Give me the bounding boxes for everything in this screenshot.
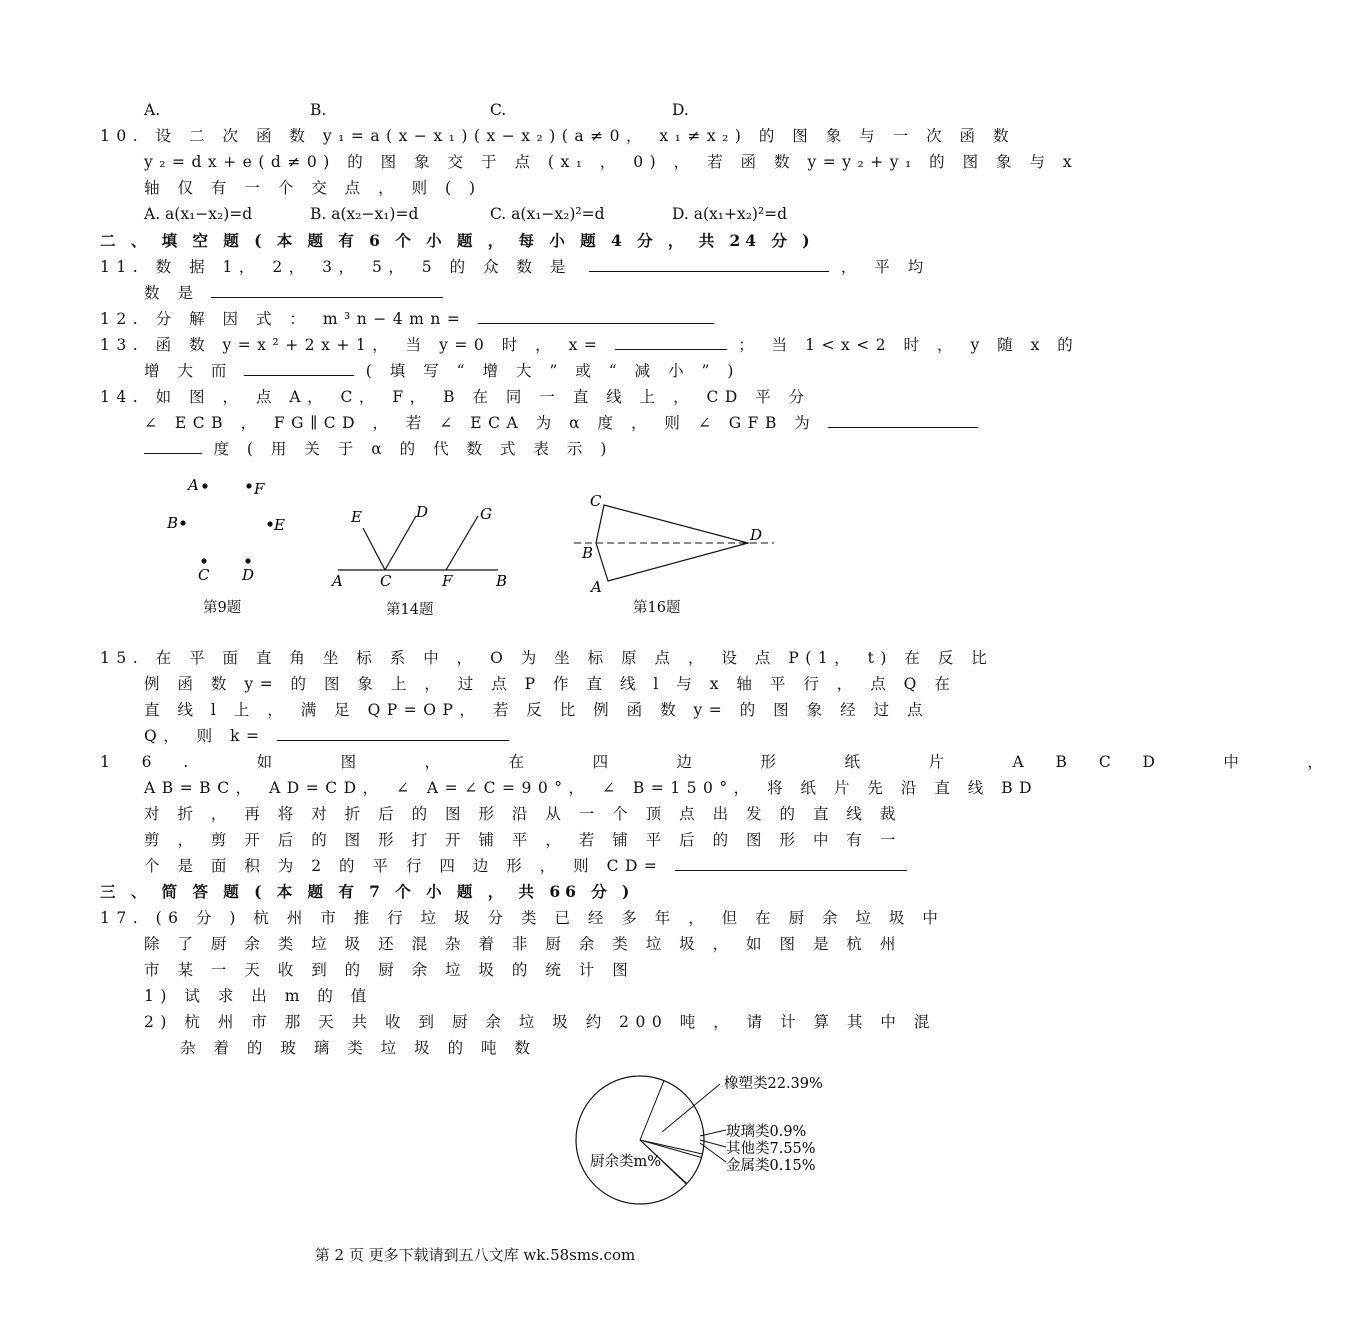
- q10-option-c: C. a(x₁−x₂)²=d: [490, 205, 605, 223]
- figure-9: [160, 470, 300, 590]
- q10-line2: y₂=dx+e(d≠0) 的 图 象 交 于 点 (x₁ ， 0) ， 若 函 数 y=y₂+y₁ 的 图 象 与 x: [144, 153, 1079, 171]
- fig14-label-g: G: [480, 505, 492, 523]
- figure-16: [570, 488, 780, 598]
- q16-blank[interactable]: [675, 856, 907, 871]
- page-footer: 第 2 页 更多下载请到五八文库 wk.58sms.com: [314, 1246, 636, 1264]
- q15-line1: 15. 在 平 面 直 角 坐 标 系 中 ， O 为 坐 标 原 点 ， 设 点 P(1， t) 在 反 比: [100, 649, 994, 667]
- q15-blank[interactable]: [277, 726, 509, 741]
- q13-line1: [100, 335, 1079, 355]
- q14-line2: [144, 413, 978, 433]
- boundary-plastic-end: [640, 1140, 702, 1154]
- pie-label-kitchen: 厨余类m%: [590, 1154, 662, 1170]
- q11-blank-mode[interactable]: [589, 257, 829, 272]
- fig9-label-b: B: [167, 514, 179, 532]
- q11-blank-mean[interactable]: [211, 283, 443, 298]
- q11-line1: [100, 257, 930, 277]
- q13-blank-x[interactable]: [615, 335, 727, 350]
- q12-blank[interactable]: [478, 309, 714, 324]
- pie-label-other: 其他类7.55%: [726, 1141, 816, 1157]
- q10-line3: 轴 仅 有 一 个 交 点 ， 则 ( ): [144, 179, 482, 197]
- q17-sub2a: 2) 杭 州 市 那 天 共 收 到 厨 余 垃 圾 约 200 吨 ， 请 计 算 其 中 混: [144, 1013, 936, 1031]
- q12-text: 12. 分 解 因 式 ： m³n−4mn=: [100, 310, 467, 328]
- q17-sub1: 1) 试 求 出 m 的 值: [144, 987, 373, 1005]
- q14-blank-a[interactable]: [828, 413, 978, 428]
- q17-line1: 17. (6 分 ) 杭 州 市 推 行 垃 圾 分 类 已 经 多 年 ， 但 在 厨 余 垃 圾 中: [100, 909, 945, 927]
- q16-line3: 对 折 ， 再 将 对 折 后 的 图 形 沿 从 一 个 顶 点 出 发 的 直 线 裁: [144, 805, 902, 823]
- pie-label-glass: 玻璃类0.9%: [726, 1124, 807, 1140]
- q14-line1: 14. 如 图 ， 点 A， C， F， B 在 同 一 直 线 上 ， CD 平 分: [100, 388, 811, 406]
- q17-line2: 除 了 厨 余 类 垃 圾 还 混 杂 着 非 厨 余 类 垃 圾 ， 如 图 是 杭 州: [144, 935, 902, 953]
- q16-line5: [144, 856, 907, 876]
- fig16-label-c: C: [590, 492, 602, 510]
- fig9-label-f: F: [254, 480, 265, 498]
- q16-line2: AB=BC， AD=CD， ∠ A=∠C=90°， ∠ B=150°， 将 纸 片 先 沿 直 线 BD: [144, 779, 1039, 797]
- fig14-label-e: E: [351, 508, 362, 526]
- q11-text: 11. 数 据 1， 2， 3， 5， 5 的 众 数 是: [100, 258, 572, 276]
- figure-14: [326, 500, 516, 595]
- q14-text3: 度 ( 用 关 于 α 的 代 数 式 表 示 ): [213, 440, 613, 458]
- fig9-label-a: A: [188, 476, 199, 494]
- fig16-caption: 第16题: [633, 600, 681, 616]
- fig14-label-c: C: [380, 572, 392, 590]
- q14-text2: ∠ ECB ， FG∥CD ， 若 ∠ ECA 为 α 度 ， 则 ∠ GFB 为: [144, 414, 817, 432]
- q17-line3: 市 某 一 天 收 到 的 厨 余 垃 圾 的 统 计 图: [144, 961, 635, 979]
- q12-line: [100, 309, 714, 329]
- fig9-point-a: [202, 483, 207, 488]
- q16-line4: 剪 ， 剪 开 后 的 图 形 打 开 铺 平 ， 若 铺 平 后 的 图 形 中 有 一: [144, 831, 902, 849]
- q13-text-b: ； 当 1<x<2 时 ， y 随 x 的: [738, 336, 1080, 354]
- q9-option-d: D.: [672, 101, 689, 119]
- fig9-point-c: [201, 558, 206, 563]
- fig9-label-e: E: [274, 516, 285, 534]
- q15-line3: 直 线 l 上 ， 满 足 QP=OP， 若 反 比 例 函 数 y= 的 图 象 经 过 点: [144, 701, 929, 719]
- fig9-label-d: D: [242, 566, 255, 584]
- q9-option-c: C.: [490, 101, 507, 119]
- q16-line1: 16. 如 图 ， 在 四 边 形 纸 片 ABCD 中 ，: [100, 753, 1355, 771]
- q14-line3: [144, 439, 613, 459]
- q13-blank-trend[interactable]: [244, 361, 354, 376]
- pie-chart: [570, 1070, 860, 1215]
- fig9-point-d: [245, 558, 250, 563]
- fig9-point-b: [180, 520, 185, 525]
- fig16-label-a: A: [591, 578, 602, 596]
- pie-label-metal: 金属类0.15%: [726, 1158, 816, 1174]
- q15-line2: 例 函 数 y= 的 图 象 上 ， 过 点 P 作 直 线 l 与 x 轴 平 行 ， 点 Q 在: [144, 675, 957, 693]
- q11-text2: 数 是: [144, 284, 200, 302]
- q14-blank-b[interactable]: [144, 439, 202, 454]
- q13-text-a: 13. 函 数 y=x²+2x+1， 当 y=0 时 ， x=: [100, 336, 604, 354]
- pie-label-plastic: 橡塑类22.39%: [724, 1076, 823, 1092]
- q16-text5: 个 是 面 积 为 2 的 平 行 四 边 形 ， 则 CD=: [144, 857, 664, 875]
- fig16-label-d: D: [750, 526, 763, 544]
- q9-option-a: A.: [144, 101, 161, 119]
- q13-text-d: ( 填 写 “ 增 大 ” 或 “ 减 小 ” ): [365, 362, 740, 380]
- section3-heading: 三 、 简 答 题 ( 本 题 有 7 个 小 题 ， 共 66 分 ): [100, 882, 635, 901]
- q15-line4: [144, 726, 509, 746]
- fig9-caption: 第9题: [203, 600, 242, 616]
- fig14-label-a: A: [332, 572, 343, 590]
- boundary-plastic-start: [640, 1081, 664, 1140]
- fig14-label-d: D: [416, 503, 429, 521]
- leader-plastic: [662, 1084, 720, 1132]
- q11-line2: [144, 283, 443, 303]
- fig9-label-c: C: [198, 566, 210, 584]
- q10-option-d: D. a(x₁+x₂)²=d: [672, 205, 788, 223]
- fig14-label-b: B: [496, 572, 508, 590]
- q13-text-c: 增 大 而: [144, 362, 233, 380]
- section2-heading: 二 、 填 空 题 ( 本 题 有 6 个 小 题 ， 每 小 题 4 分 ， 共 24 分 ): [100, 231, 815, 250]
- fig14-caption: 第14题: [386, 602, 434, 618]
- fig14-label-f: F: [442, 572, 453, 590]
- q15-text4: Q， 则 k=: [144, 727, 266, 745]
- fig9-point-f: [246, 483, 251, 488]
- q13-line2: [144, 361, 740, 381]
- fig9-point-e: [267, 521, 272, 526]
- q9-option-b: B.: [310, 101, 327, 119]
- q11-text-b: ， 平 均: [840, 258, 930, 276]
- q10-option-a: A. a(x₁−x₂)=d: [144, 205, 253, 223]
- q17-sub2b: 杂 着 的 玻 璃 类 垃 圾 的 吨 数: [180, 1039, 537, 1057]
- q10-line1: 10. 设 二 次 函 数 y₁=a(x−x₁)(x−x₂)(a≠0， x₁≠x₂) 的 图 象 与 一 次 函 数: [100, 127, 1015, 145]
- fig16-label-b: B: [582, 544, 594, 562]
- q10-option-b: B. a(x₂−x₁)=d: [310, 205, 419, 223]
